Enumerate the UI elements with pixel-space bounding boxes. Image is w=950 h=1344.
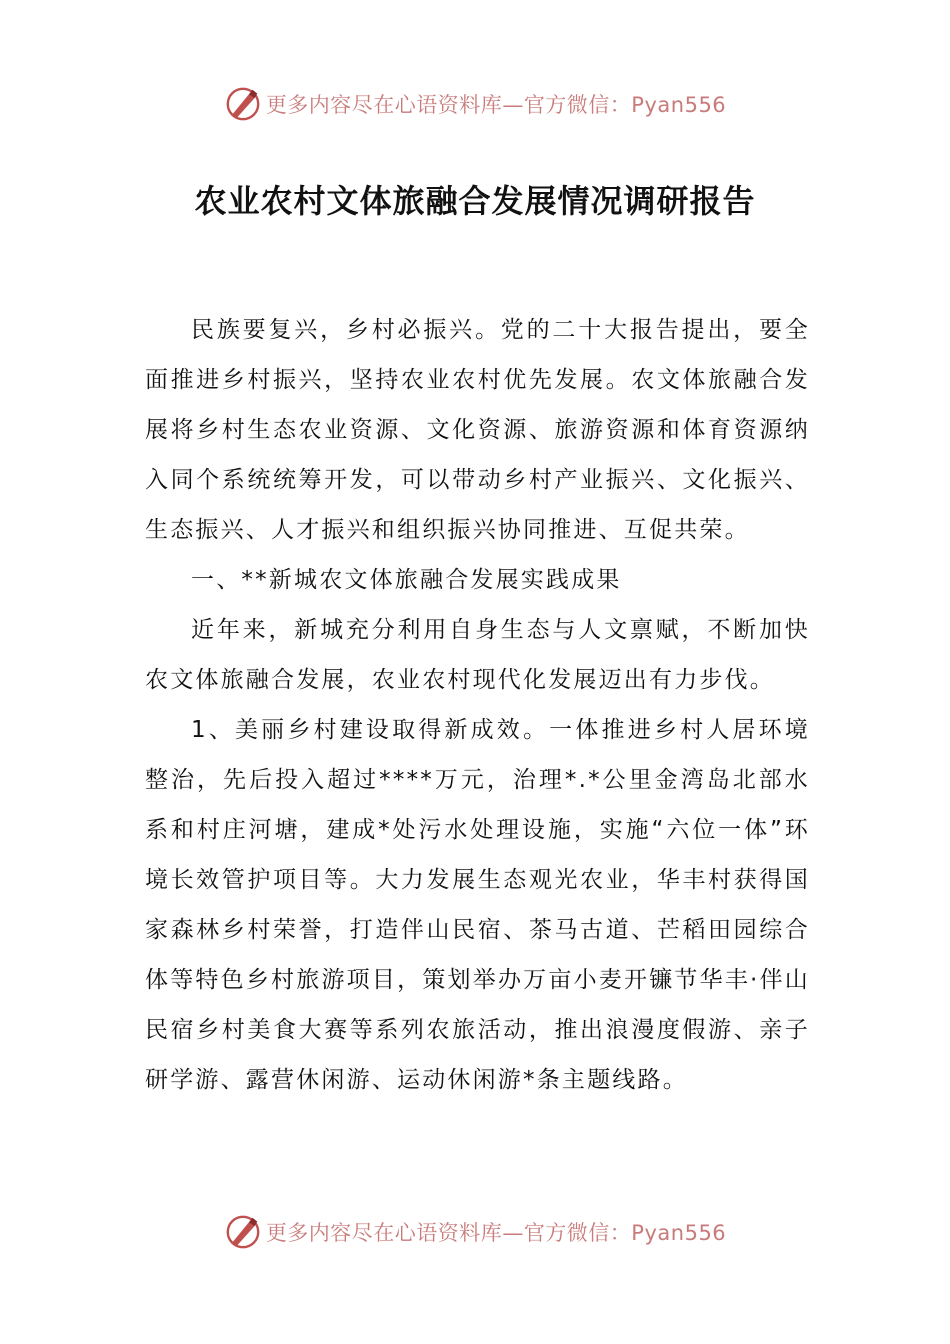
pen-nib-icon bbox=[224, 1213, 262, 1251]
paragraph-intro: 民族要复兴，乡村必振兴。党的二十大报告提出，要全面推进乡村振兴，坚持农业农村优先发展。农文体旅融合发展将乡村生态农业资源、文化资源、旅游资源和体育资源纳入同个系统统筹开发，可以带动乡村产业振兴、文化振兴、生态振兴、人才振兴和组织振兴协同推进、互促共荣。 bbox=[145, 317, 810, 543]
section-heading: 一、**新城农文体旅融合发展实践成果 bbox=[191, 567, 622, 593]
document-title: 农业农村文体旅融合发展情况调研报告 bbox=[194, 182, 756, 220]
paragraph-overview: 近年来，新城充分利用自身生态与人文禀赋，不断加快农文体旅融合发展，农业农村现代化发展迈出有力步伐。 bbox=[145, 617, 810, 693]
banner-text-rest: —官方微信：Pyan556 bbox=[502, 1221, 727, 1245]
banner-text-main: 更多内容尽在心语资料库 bbox=[265, 93, 503, 117]
paragraph-item-1: 1、美丽乡村建设取得新成效。一体推进乡村人居环境整治，先后投入超过****万元，治理*.*公里金湾岛北部水系和村庄河塘，建成*处污水处理设施，实施“六位一体”环境长效管护项目等。大力发展生态观光农业，华丰村获得国家森林乡村荣誉，打造伴山民宿、茶马古道、芒稻田园综合体等特色乡村旅游项目，策划举办万亩小麦开镰节华丰·伴山民宿乡村美食大赛等系列农旅活动，推出浪漫度假游、亲子研学游、露营休闲游、运动休闲游*条主题线路。 bbox=[145, 717, 810, 1093]
pen-nib-icon bbox=[224, 85, 262, 123]
banner-text-main: 更多内容尽在心语资料库 bbox=[265, 1221, 503, 1245]
document-body bbox=[145, 305, 810, 1105]
banner-text bbox=[266, 1217, 726, 1247]
header-watermark-banner bbox=[0, 82, 950, 126]
banner-text bbox=[266, 89, 726, 119]
banner-text-rest: —官方微信：Pyan556 bbox=[502, 93, 727, 117]
footer-watermark-banner bbox=[0, 1210, 950, 1254]
